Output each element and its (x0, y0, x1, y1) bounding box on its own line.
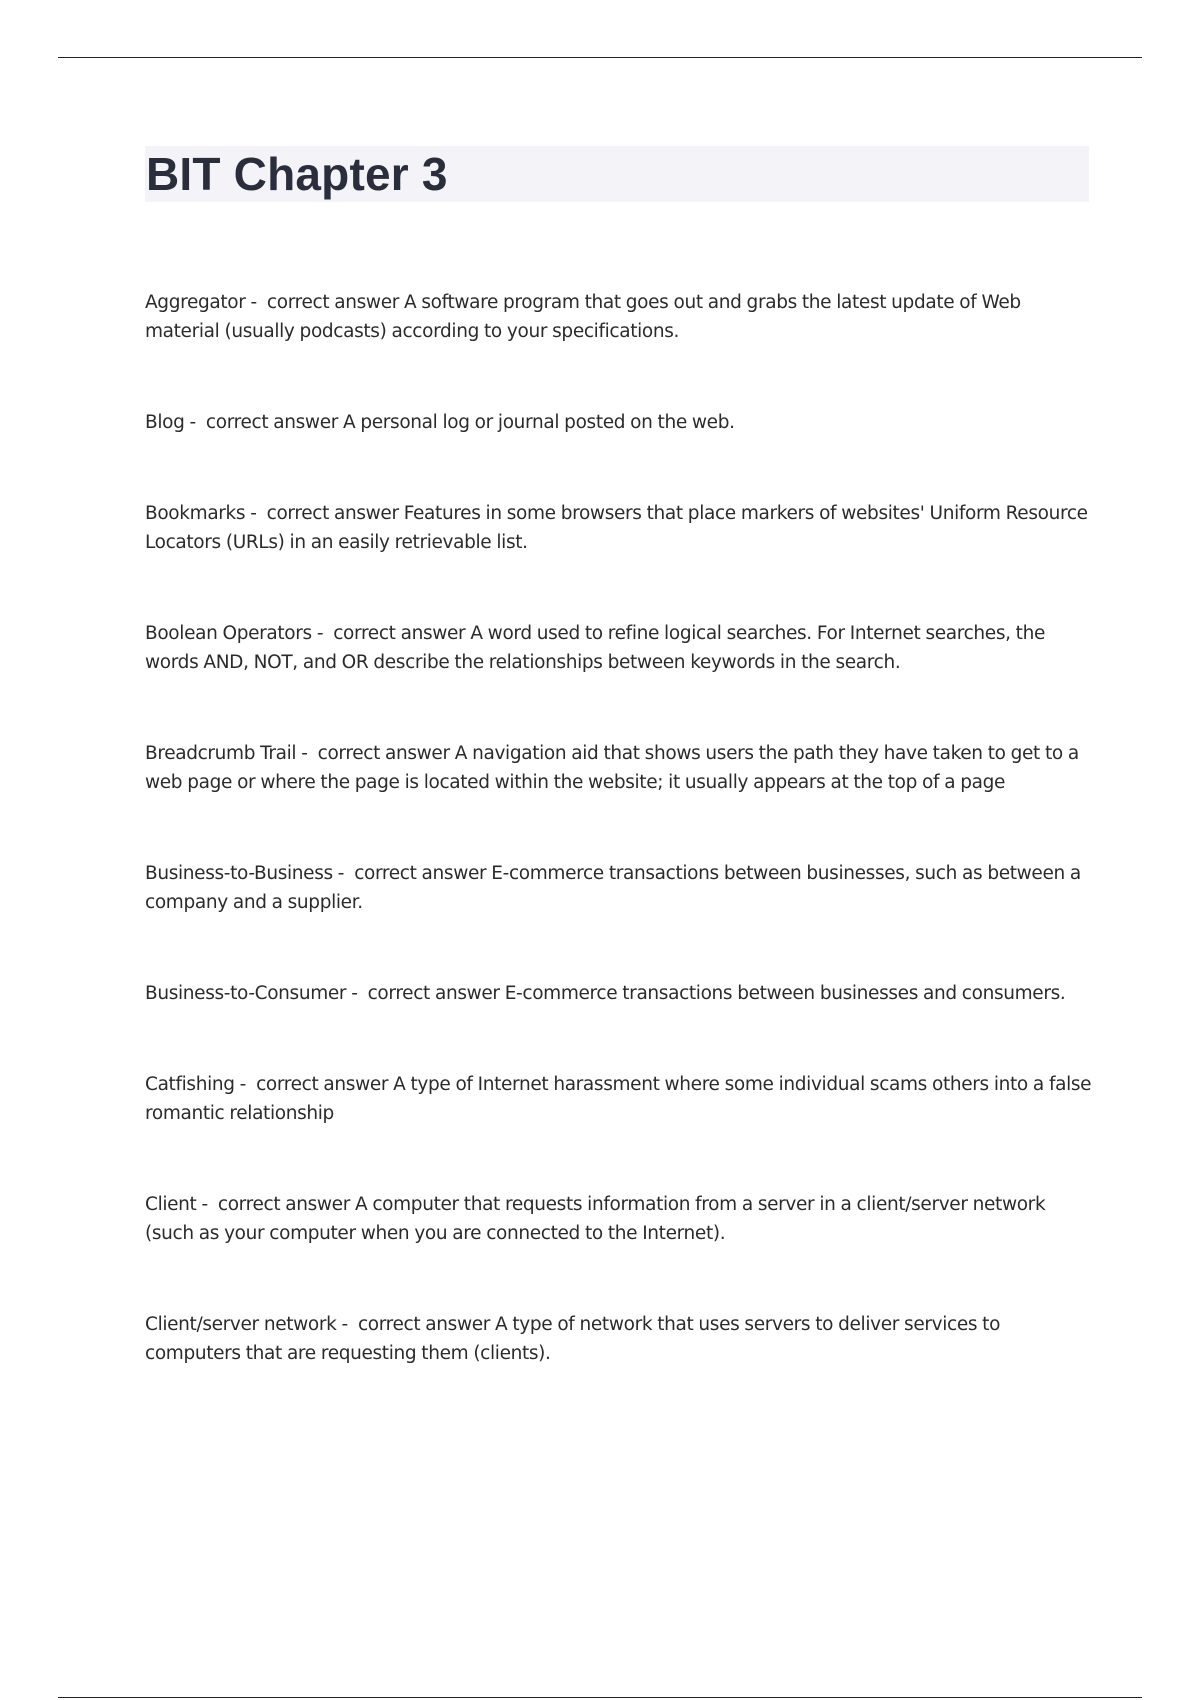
answer-prefix: correct answer (266, 292, 399, 313)
page-title: BIT Chapter 3 (146, 148, 448, 200)
glossary-list (145, 288, 1095, 1430)
answer-prefix: correct answer (317, 743, 450, 764)
glossary-entry-boolean-operators (145, 619, 1095, 677)
entry-definition: A type of Internet harassment where some individual scams others into a false romantic relationship (145, 1074, 1092, 1124)
bottom-rule (58, 1697, 1142, 1698)
glossary-entry-business-to-consumer (145, 979, 1095, 1008)
glossary-entry-bookmarks (145, 499, 1095, 557)
entry-term: Business-to-Consumer (145, 983, 347, 1004)
entry-separator: - (234, 1074, 257, 1095)
glossary-entry-client (145, 1190, 1095, 1248)
top-rule (58, 57, 1142, 58)
entry-term: Catfishing (145, 1074, 235, 1095)
entry-term: Business-to-Business (145, 863, 333, 884)
entry-definition: E-commerce transactions between businesses and consumers. (504, 983, 1066, 1004)
entry-term: Aggregator (145, 292, 246, 313)
entry-definition: E-commerce transactions between businesses, such as between a company and a supplier. (145, 863, 1081, 913)
entry-term: Bookmarks (145, 503, 246, 524)
entry-definition: A navigation aid that shows users the path they have taken to get to a web page or where the page is located within the website; it usually appears at the top of a page (145, 743, 1079, 793)
entry-term: Client (145, 1194, 197, 1215)
answer-prefix: correct answer (217, 1194, 350, 1215)
answer-prefix: correct answer (333, 623, 466, 644)
entry-separator: - (196, 1194, 218, 1215)
entry-separator: - (332, 863, 355, 884)
answer-prefix: correct answer (354, 863, 487, 884)
glossary-entry-business-to-business (145, 859, 1095, 917)
entry-definition: A word used to refine logical searches. For Internet searches, the words AND, NOT, and OR describe the relationships between keywords in the search. (145, 623, 1045, 673)
answer-prefix: correct answer (256, 1074, 389, 1095)
glossary-entry-blog (145, 408, 1095, 437)
entry-separator: - (336, 1314, 358, 1335)
title-band (145, 146, 1089, 202)
entry-definition: A software program that goes out and grabs the latest update of Web material (usually podcasts) according to your specifications. (145, 292, 1021, 342)
entry-term: Blog (145, 412, 185, 433)
glossary-entry-aggregator (145, 288, 1095, 346)
answer-prefix: correct answer (357, 1314, 491, 1335)
entry-definition: A personal log or journal posted on the web. (343, 412, 735, 433)
answer-prefix: correct answer (367, 983, 500, 1004)
entry-separator: - (296, 743, 318, 764)
glossary-entry-catfishing (145, 1070, 1095, 1128)
entry-term: Breadcrumb Trail (145, 743, 297, 764)
entry-separator: - (245, 503, 267, 524)
entry-separator: - (311, 623, 334, 644)
entry-separator: - (184, 412, 206, 433)
answer-prefix: correct answer (266, 503, 399, 524)
glossary-entry-breadcrumb-trail (145, 739, 1095, 797)
entry-definition: A computer that requests information from a server in a client/server network (such as your computer when you are connected to the Internet). (145, 1194, 1046, 1244)
answer-prefix: correct answer (205, 412, 338, 433)
entry-separator: - (245, 292, 267, 313)
entry-term: Client/server network (145, 1314, 337, 1335)
entry-term: Boolean Operators (145, 623, 312, 644)
entry-definition: A type of network that uses servers to deliver services to computers that are requesting them (clients). (145, 1314, 1001, 1364)
entry-separator: - (346, 983, 368, 1004)
entry-definition: Features in some browsers that place markers of websites' Uniform Resource Locators (URLs) in an easily retrievable list. (145, 503, 1088, 553)
glossary-entry-client-server-network (145, 1310, 1095, 1368)
